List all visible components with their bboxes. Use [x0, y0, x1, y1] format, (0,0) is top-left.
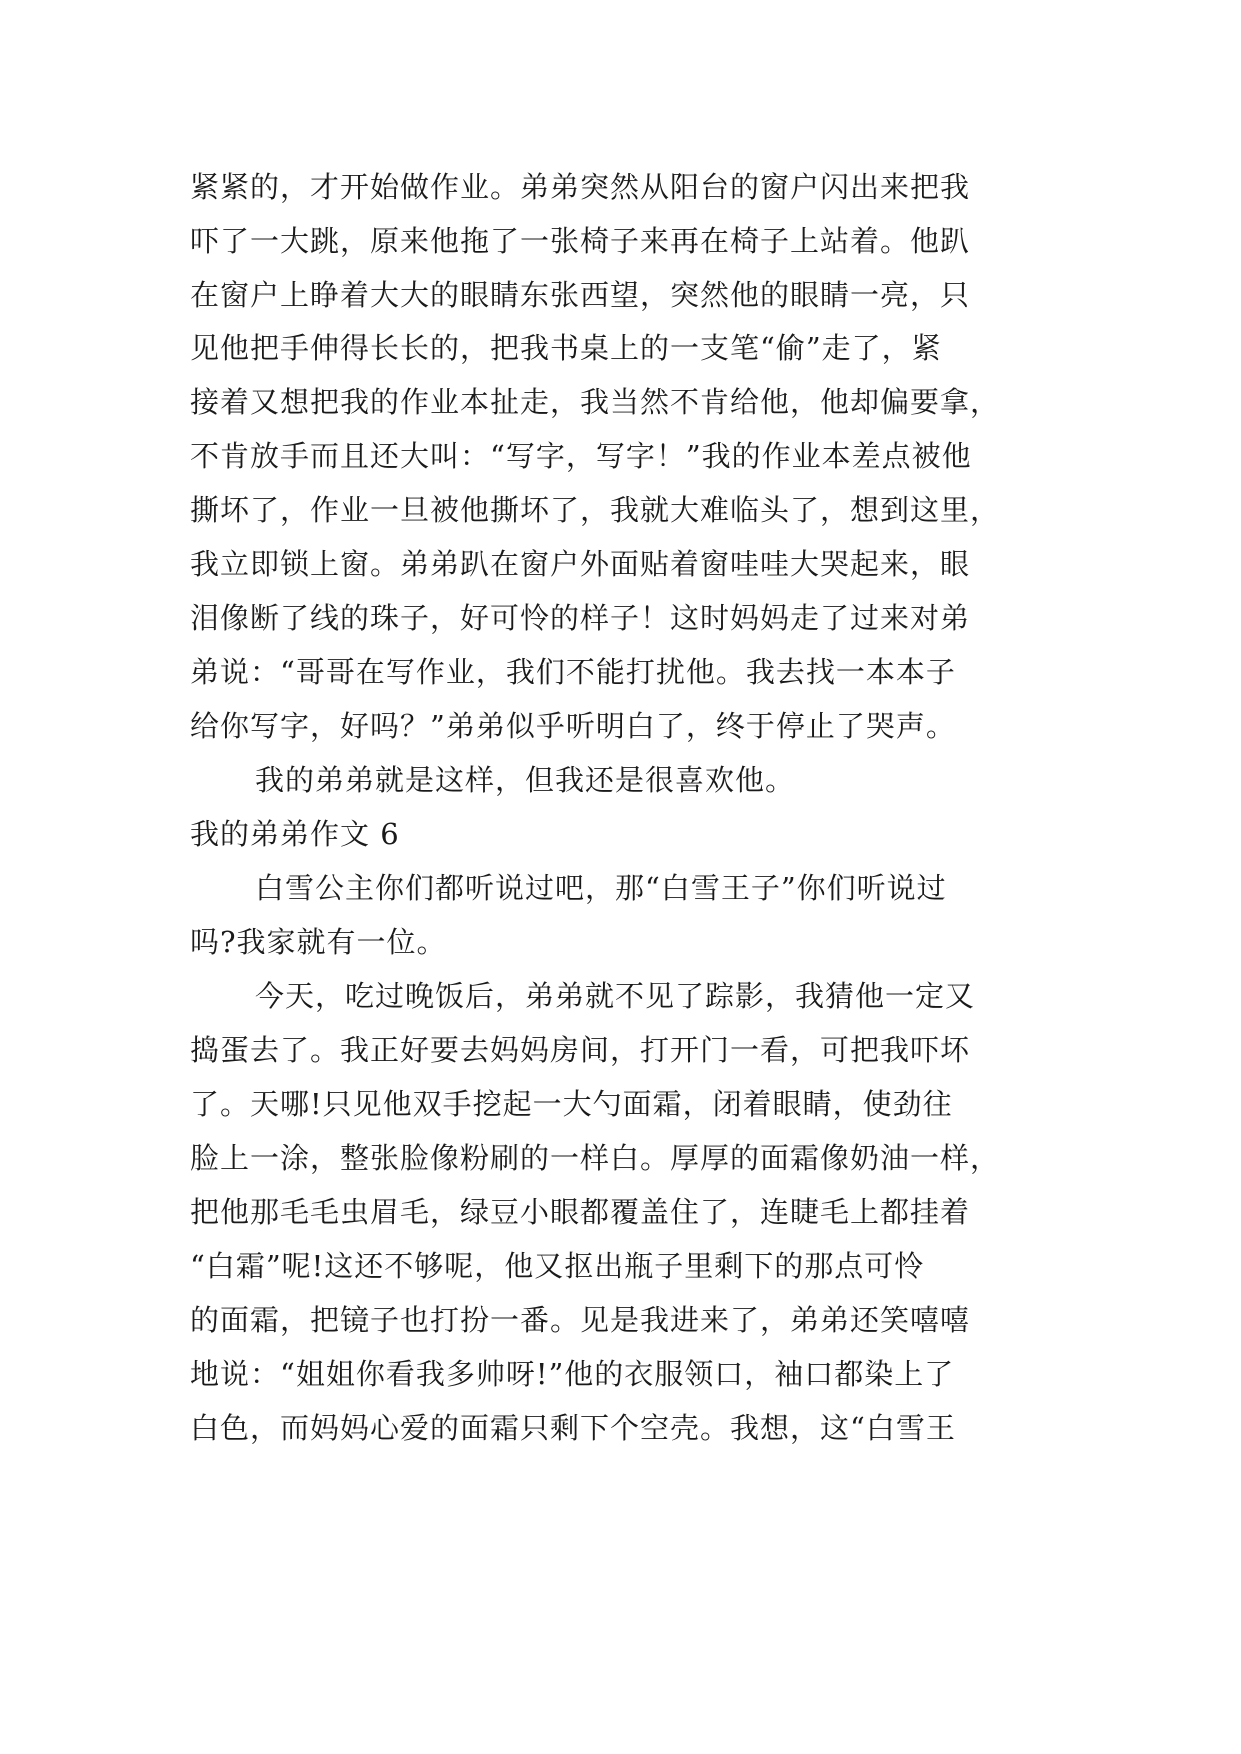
text-line: “白霜”呢!这还不够呢，他又抠出瓶子里剩下的那点可怜 — [190, 1249, 925, 1283]
text-line: 今天，吃过晚饭后，弟弟就不见了踪影，我猜他一定又 — [255, 979, 976, 1013]
text-line: 泪像断了线的珠子，好可怜的样子！这时妈妈走了过来对弟 — [190, 601, 971, 635]
text-line: 我的弟弟就是这样，但我还是很喜欢他。 — [255, 763, 796, 797]
text-line: 弟说：“哥哥在写作业，我们不能打扰他。我去找一本本子 — [190, 655, 956, 689]
text-line: 捣蛋去了。我正好要去妈妈房间，打开门一看，可把我吓坏 — [190, 1033, 971, 1067]
text-line: 白色，而妈妈心爱的面霜只剩下个空壳。我想，这“白雪王 — [190, 1411, 956, 1445]
text-line: 白雪公主你们都听说过吧，那“白雪王子”你们听说过 — [255, 871, 947, 905]
text-line: 了。天哪!只见他双手挖起一大勺面霜，闭着眼睛，使劲往 — [190, 1087, 953, 1121]
section-heading: 我的弟弟作文 6 — [190, 817, 400, 851]
text-line: 紧紧的，才开始做作业。弟弟突然从阳台的窗户闪出来把我 — [190, 170, 971, 204]
text-line: 我立即锁上窗。弟弟趴在窗户外面贴着窗哇哇大哭起来，眼 — [190, 547, 971, 581]
text-line: 见他把手伸得长长的，把我书桌上的一支笔“偷”走了，紧 — [190, 331, 942, 365]
text-line: 脸上一涂，整张脸像粉刷的一样白。厚厚的面霜像奶油一样， — [190, 1141, 1001, 1175]
text-line: 不肯放手而且还大叫：“写字，写字！”我的作业本差点被他 — [190, 439, 972, 473]
text-line: 地说：“姐姐你看我多帅呀!”他的衣服领口，袖口都染上了 — [190, 1357, 955, 1391]
text-line: 的面霜，把镜子也打扮一番。见是我进来了，弟弟还笑嘻嘻 — [190, 1303, 971, 1337]
text-line: 撕坏了，作业一旦被他撕坏了，我就大难临头了，想到这里， — [190, 493, 1001, 527]
text-line: 吗?我家就有一位。 — [190, 925, 447, 959]
text-line: 在窗户上睁着大大的眼睛东张西望，突然他的眼睛一亮，只 — [190, 278, 971, 312]
text-line: 接着又想把我的作业本扯走，我当然不肯给他，他却偏要拿， — [190, 385, 1001, 419]
text-line: 把他那毛毛虫眉毛，绿豆小眼都覆盖住了，连睫毛上都挂着 — [190, 1195, 971, 1229]
text-line: 吓了一大跳，原来他拖了一张椅子来再在椅子上站着。他趴 — [190, 224, 971, 258]
text-line: 给你写字，好吗？”弟弟似乎听明白了，终于停止了哭声。 — [190, 709, 956, 743]
